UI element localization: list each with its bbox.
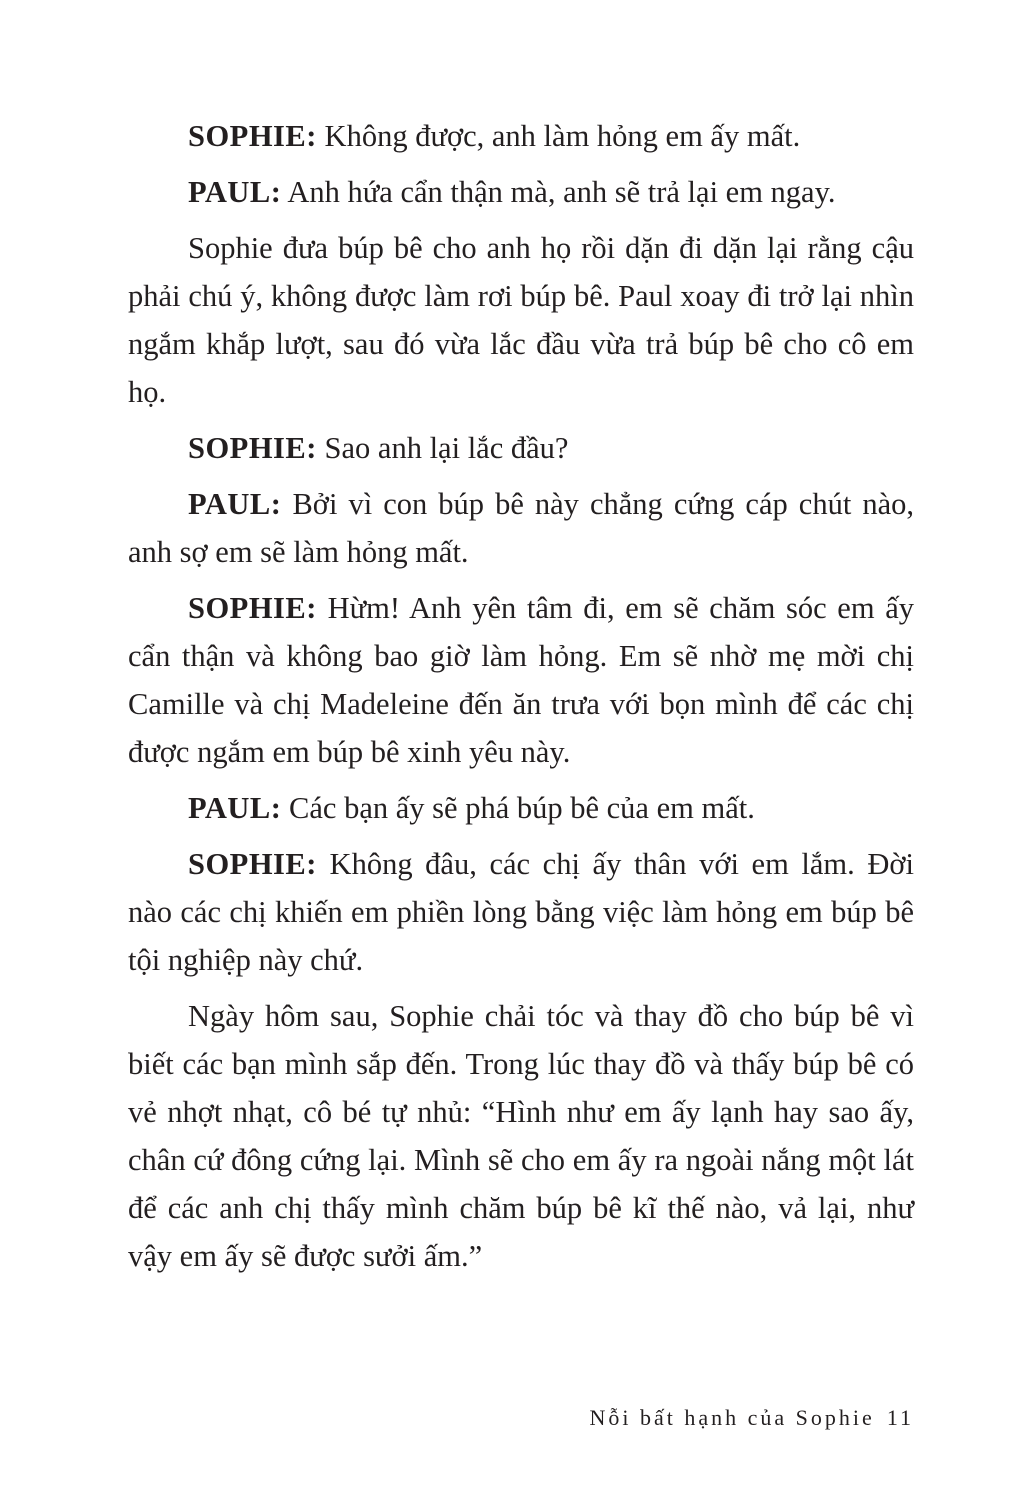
paragraph-text: Anh hứa cẩn thận mà, anh sẽ trả lại em ngay.: [287, 175, 836, 209]
speaker-label: PAUL:: [188, 791, 282, 825]
dialogue-paragraph: [128, 112, 914, 160]
speaker-label: PAUL:: [188, 487, 282, 521]
running-footer: [520, 1403, 914, 1433]
paragraph-text: Không được, anh làm hỏng em ấy mất.: [324, 119, 801, 153]
paragraph-text: Các bạn ấy sẽ phá búp bê của em mất.: [289, 791, 755, 825]
paragraph-text: Sao anh lại lắc đầu?: [324, 431, 569, 465]
dialogue-paragraph: [128, 840, 914, 984]
dialogue-paragraph: [128, 424, 914, 472]
narrative-paragraph: [128, 224, 914, 416]
paragraph-text: Bởi vì con búp bê này chẳng cứng cáp chút nào, anh sợ em sẽ làm hỏng mất.: [128, 487, 914, 569]
book-title: Nỗi bất hạnh của Sophie: [589, 1405, 875, 1430]
page-number: 11: [886, 1405, 914, 1430]
paragraph-text: Sophie đưa búp bê cho anh họ rồi dặn đi dặn lại rằng cậu phải chú ý, không được làm rơi búp bê. Paul xoay đi trở lại nhìn ngắm khắp lượt, sau đó vừa lắc đầu vừa trả búp bê cho cô em họ.: [128, 231, 914, 409]
dialogue-paragraph: [128, 784, 914, 832]
speaker-label: SOPHIE:: [188, 431, 317, 465]
page-body: [128, 112, 914, 1288]
dialogue-paragraph: [128, 584, 914, 776]
speaker-label: PAUL:: [188, 175, 282, 209]
speaker-label: SOPHIE:: [188, 847, 317, 881]
dialogue-paragraph: [128, 168, 914, 216]
speaker-label: SOPHIE:: [188, 119, 317, 153]
paragraph-text: Hừm! Anh yên tâm đi, em sẽ chăm sóc em ấy cẩn thận và không bao giờ làm hỏng. Em sẽ nhờ mẹ mời chị Camille và chị Madeleine đến ăn trưa với bọn mình để các chị được ngắm em búp bê xinh yêu này.: [128, 591, 915, 769]
narrative-paragraph: [128, 992, 914, 1280]
paragraph-text: Không đâu, các chị ấy thân với em lắm. Đời nào các chị khiến em phiền lòng bằng việc làm hỏng em búp bê tội nghiệp này chứ.: [128, 847, 915, 977]
speaker-label: SOPHIE:: [188, 591, 317, 625]
dialogue-paragraph: [128, 480, 914, 576]
paragraph-text: Ngày hôm sau, Sophie chải tóc và thay đồ cho búp bê vì biết các bạn mình sắp đến. Trong lúc thay đồ và thấy búp bê có vẻ nhợt nhạt, cô bé tự nhủ: “Hình như em ấy lạnh hay sao ấy, chân cứ đông cứng lại. Mình sẽ cho em ấy ra ngoài nắng một lát để các anh chị thấy mình chăm búp bê kĩ thế nào, vả lại, như vậy em ấy sẽ được sưởi ấm.”: [128, 999, 914, 1273]
